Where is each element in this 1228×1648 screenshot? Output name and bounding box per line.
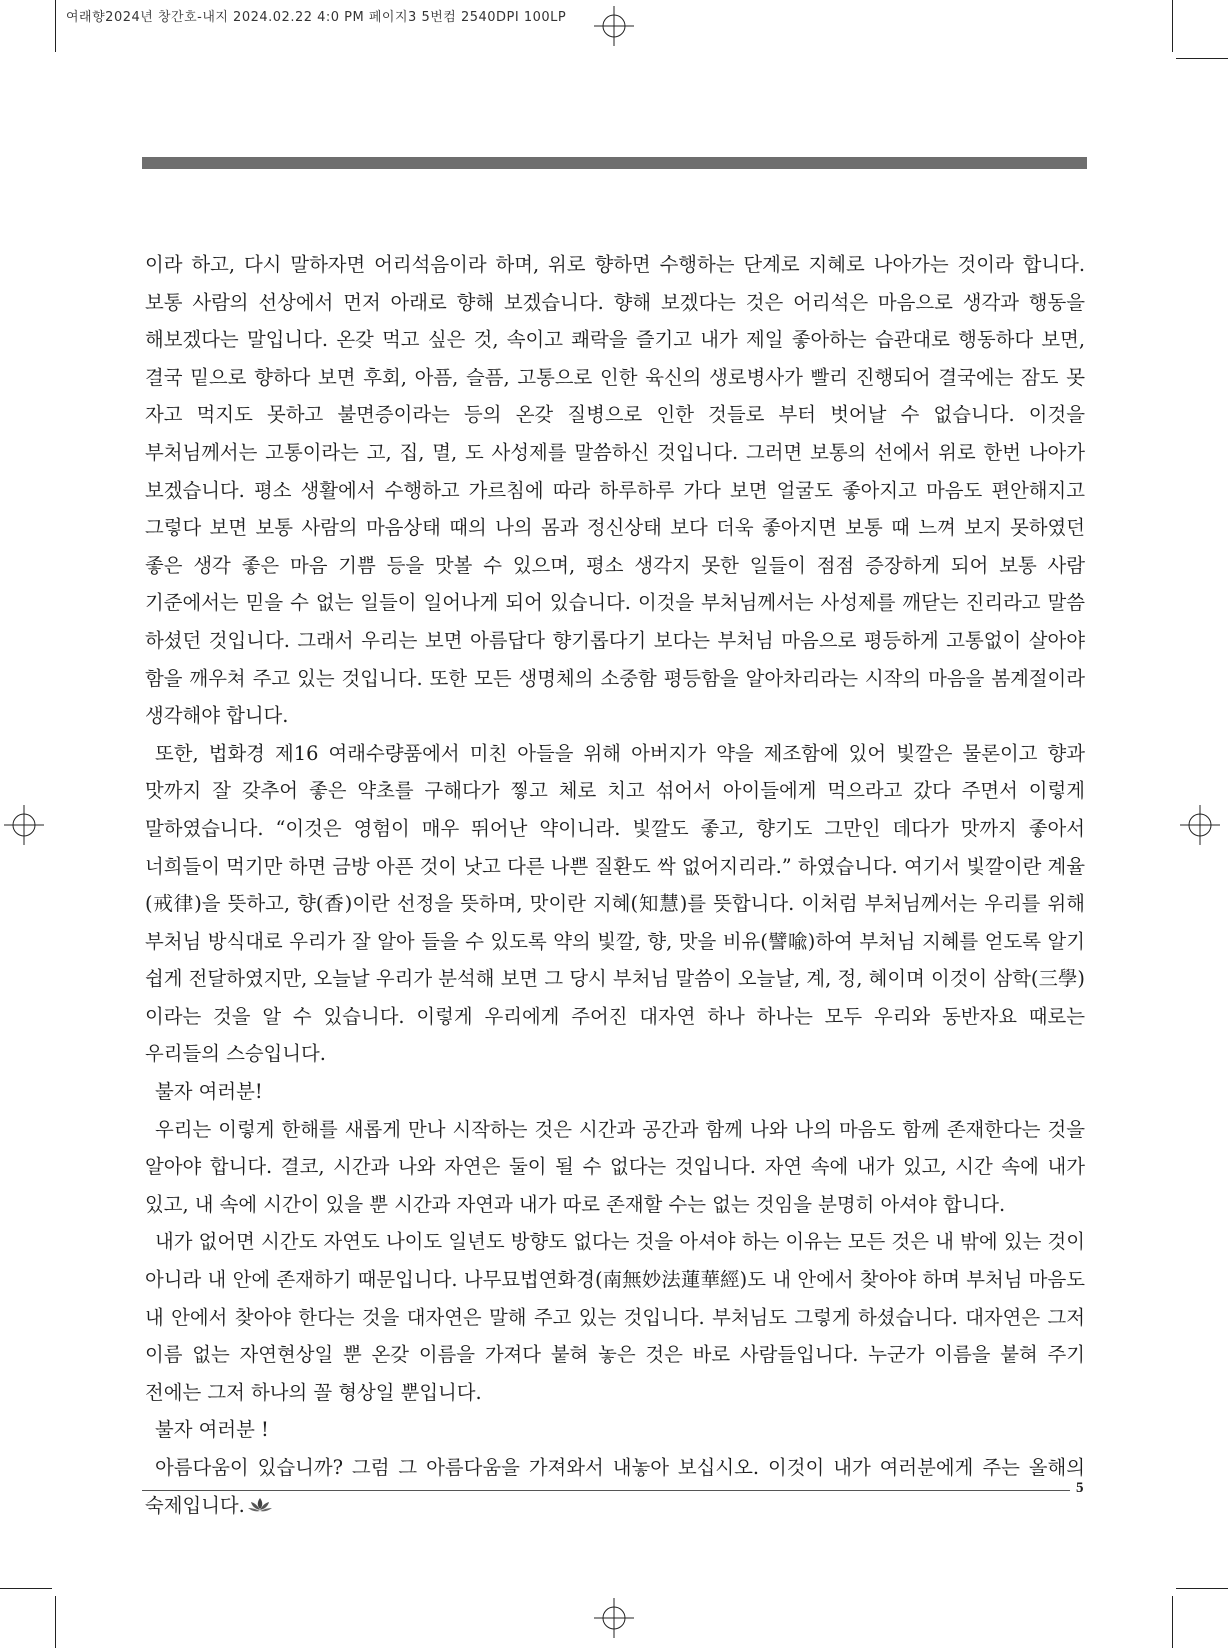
crop-mark-top-right — [1172, 0, 1173, 52]
crop-mark-bottom-right — [1172, 1596, 1173, 1648]
crop-mark-top-right-h — [1176, 58, 1228, 59]
paragraph: 또한, 법화경 제16 여래수량품에서 미친 아들을 위해 아버지가 약을 제조함에 있어 빛깔은 물론이고 향과 맛까지 잘 갖추어 좋은 약초를 구해다가 찧고 체로 치고 섞어서 아이들에게 먹으라고 갔다 주면서 이렇게 말하였습니다. “이것은 영험이 매우 뛰어난 약이니라. 빛깔도 좋고, 향기도 그만인 데다가 맛까지 좋아서 너희들이 먹기만 하면 금방 아픈 것이 낫고 다른 나쁜 질환도 싹 없어지리라.” 하였습니다. 여기서 빛깔이란 계율(戒律)을 뜻하고, 향(香)이란 선정을 뜻하며, 맛이란 지혜(知慧)를 뜻합니다. 이처럼 부처님께서는 우리를 위해 부처님 방식대로 우리가 잘 알아 들을 수 있도록 약의 빛깔, 향, 맛을 비유(譬喩)하여 부처님 지혜를 얻도록 알기 쉽게 전달하였지만, 오늘날 우리가 분석해 보면 그 당시 부처님 말씀이 오늘날, 계, 정, 혜이며 이것이 삼학(三學)이라는 것을 알 수 있습니다. 이렇게 우리에게 주어진 대자연 하나 하나는 모두 우리와 동반자요 때로는 우리들의 스승입니다. — [145, 741, 1085, 1066]
footer-rule — [142, 1490, 1070, 1491]
registration-mark-top-icon — [594, 6, 634, 46]
article-body — [145, 246, 1085, 1524]
registration-mark-bottom-icon — [594, 1598, 634, 1638]
paragraph-text: 아름다움이 있습니까? 그럼 그 아름다움을 가져와서 내놓아 보십시오. 이것이 내가 여러분에게 주는 올해의 숙제입니다. — [145, 1456, 1085, 1517]
crop-mark-bottom-left-h — [0, 1588, 52, 1589]
paragraph: 이라 하고, 다시 말하자면 어리석음이라 하며, 위로 향하면 수행하는 단계로 지혜로 나아가는 것이라 합니다. 보통 사람의 선상에서 먼저 아래로 향해 보겠습니다. 향해 보겠다는 것은 어리석은 마음으로 생각과 행동을 해보겠다는 말입니다. 온갖 먹고 싶은 것, 속이고 쾌락을 즐기고 내가 제일 좋아하는 습관대로 행동하다 보면, 결국 밑으로 향하다 보면 후회, 아픔, 슬픔, 고통으로 인한 육신의 생로병사가 빨리 진행되어 결국에는 잠도 못 자고 먹지도 못하고 불면증이라는 등의 온갖 질병으로 인한 것들로 부터 벗어날 수 없습니다. 이것을 부처님께서는 고통이라는 고, 집, 멸, 도 사성제를 말씀하신 것입니다. 그러면 보통의 선에서 위로 한번 나아가 보겠습니다. 평소 생활에서 수행하고 가르침에 따라 하루하루 가다 보면 얼굴도 좋아지고 마음도 편안해지고 그렇다 보면 보통 사람의 마음상태 때의 나의 몸과 정신상태 보다 더욱 좋아지면 보통 때 느껴 보지 못하였던 좋은 생각 좋은 마음 기쁨 등을 맛볼 수 있으며, 평소 생각지 못한 일들이 점점 증장하게 되어 보통 사람 기준에서는 믿을 수 없는 일들이 일어나게 되어 있습니다. 이것을 부처님께서는 사성제를 깨닫는 진리라고 말씀 하셨던 것입니다. 그래서 우리는 보면 아름답다 향기롭다기 보다는 부처님 마음으로 평등하게 고통없이 살아야 함을 깨우쳐 주고 있는 것입니다. 또한 모든 생명체의 소중함 평등함을 알아차리라는 시작의 마음을 봄계절이라 생각해야 합니다. — [145, 253, 1085, 728]
page-number: 5 — [1076, 1480, 1084, 1496]
lotus-ornament-icon — [247, 1496, 273, 1514]
paragraph: 불자 여러분! — [155, 1080, 263, 1104]
registration-mark-right-icon — [1180, 805, 1220, 845]
print-slug-line: 여래향2024년 창간호-내지 2024.02.22 4:0 PM 페이지3 5번컴 2540DPI 100LP — [66, 10, 567, 25]
crop-mark-top-left — [55, 0, 56, 52]
paragraph: 불자 여러분 ! — [155, 1418, 269, 1442]
paragraph: 우리는 이렇게 한해를 새롭게 만나 시작하는 것은 시간과 공간과 함께 나와 나의 마음도 함께 존재한다는 것을 알아야 합니다. 결코, 시간과 나와 자연은 둘이 될 수 없다는 것입니다. 자연 속에 내가 있고, 시간 속에 내가 있고, 내 속에 시간이 있을 뿐 시간과 자연과 내가 따로 존재할 수는 없는 것임을 분명히 아셔야 합니다. — [145, 1117, 1086, 1216]
crop-mark-bottom-right-h — [1176, 1588, 1228, 1589]
crop-mark-bottom-left — [55, 1596, 56, 1648]
paragraph: 내가 없어면 시간도 자연도 나이도 일년도 방향도 없다는 것을 아셔야 하는 이유는 모든 것은 내 밖에 있는 것이 아니라 내 안에 존재하기 때문입니다. 나무묘법연화경(南無妙法蓮華經)도 내 안에서 찾아야 하며 부처님 마음도 내 안에서 찾아야 한다는 것을 대자연은 말해 주고 있는 것입니다. 부처님도 그렇게 하셨습니다. 대자연은 그저 이름 없는 자연현상일 뿐 온갖 이름을 가져다 붙혀 놓은 것은 바로 사람들입니다. 누군가 이름을 붙혀 주기 전에는 그저 하나의 꼴 형상일 뿐입니다. — [145, 1230, 1085, 1404]
header-gray-bar — [142, 157, 1087, 169]
registration-mark-left-icon — [4, 805, 44, 845]
paragraph-closing — [145, 1449, 1085, 1524]
